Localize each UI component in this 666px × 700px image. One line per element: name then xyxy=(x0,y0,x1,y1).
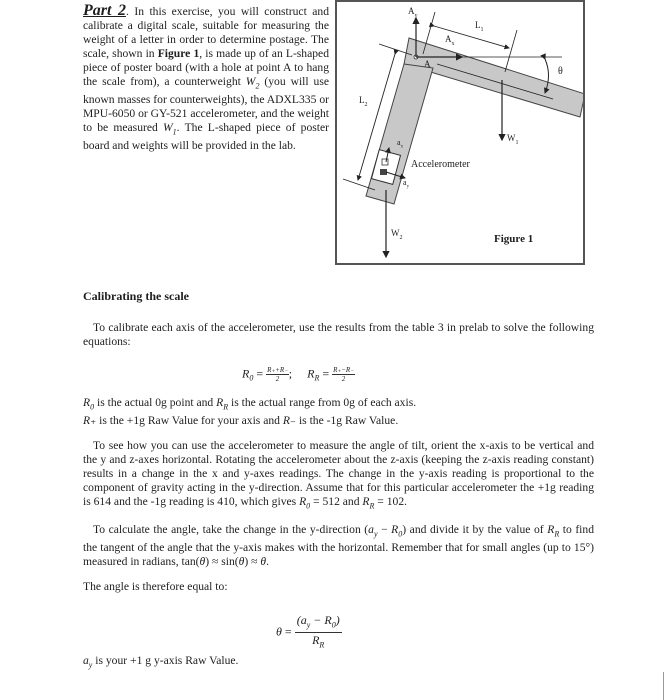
intro-text: . In this exercise, you will construct and calibrate a digital scale, suitable for measuring the weight of a letter in order to determine postage. The scale, shown in xyxy=(83,5,329,60)
intro-text: (you will use known masses for counterweights), the ADXL335 or MPU-6050 or GY-521 accelerometer, and the weight to be measured xyxy=(83,74,330,134)
part-label: Part 2 xyxy=(83,2,126,19)
angle-calc-paragraph: To calculate the angle, take the change in the y-direction $(a_y - R_0)$ and divide it by the value of $R_R$ to find the tangent of the angle that the y-axis makes with the horizontal. Remember that for small angles (up to 15°) measured in radians, tan(θ) ≈ sin(θ) ≈ θ. xyxy=(83,523,594,569)
intro-text: . The L-shaped piece of poster board and weights will be provided in the lab. xyxy=(83,120,329,152)
theta-equation: θ = $\frac{(a_y - R_0)}{R_R}$ xyxy=(276,613,342,653)
definitions xyxy=(83,396,603,428)
intro-text: , is made up of an L-shaped piece of poster board (with a hole at point A to hang the scale from), a counterweight xyxy=(83,46,329,88)
calibration-equations: $R_0$ = $\frac{R_++R_-}{2}$ ; $R_R$ = $\frac{R_+-R_-}{2}$ xyxy=(242,366,354,383)
label-w2: $W_2$ xyxy=(391,228,403,241)
section-title: Calibrating the scale xyxy=(83,289,189,303)
label-w1: $W_1$ xyxy=(507,133,519,146)
label-l2: $L_2$ xyxy=(359,95,368,108)
figure-1 xyxy=(335,0,585,265)
board-arm-vertical xyxy=(366,64,433,204)
theta-fraction: $\frac{(a_y - R_0)}{R_R}$ xyxy=(296,613,340,650)
label-point-a: A xyxy=(424,59,431,69)
figure-reference: Figure 1 xyxy=(157,46,200,60)
label-ay-accel: $a_y$ xyxy=(403,178,410,190)
label-l1: $L_1$ xyxy=(475,20,484,33)
rr-fraction: $\frac{R_+-R_-}{2}$ xyxy=(333,366,354,383)
r0-fraction: $\frac{R_++R_-}{2}$ xyxy=(267,366,288,383)
ay-definition: $a_y$ is your +1 g y-axis Raw Value. xyxy=(83,654,239,670)
figure-caption: Figure 1 xyxy=(494,233,534,245)
w2-symbol: $W_2$ xyxy=(245,74,260,90)
board-arm-horizontal xyxy=(404,38,583,117)
definition-line-2: R₊ is the +1g Raw Value for your axis and R₋ is the -1g Raw Value. xyxy=(83,414,399,428)
intro-paragraph xyxy=(83,4,329,153)
label-theta: θ xyxy=(558,66,563,77)
definition-line-1: $R_0$ is the actual 0g point and $R_R$ is the actual range from 0g of each axis. xyxy=(83,396,417,412)
label-ax-accel: $a_x$ xyxy=(397,138,404,150)
label-ax-force: $A_x$ xyxy=(445,34,455,47)
label-ay-force: $A_y$ xyxy=(408,6,418,19)
l-shaped-scale-diagram xyxy=(337,2,583,263)
w1-symbol: $W_1$ xyxy=(163,120,177,136)
text-cursor xyxy=(663,672,664,700)
calibration-paragraph: To calibrate each axis of the accelerometer, use the results from the table 3 in prelab to solve the following equations: xyxy=(83,321,594,348)
angle-statement: The angle is therefore equal to: xyxy=(83,580,228,593)
label-accelerometer: Accelerometer xyxy=(411,159,470,170)
tilt-paragraph: To see how you can use the accelerometer to measure the angle of tilt, orient the x-axis to be vertical and the y and z-axes horizontal. Rotating the accelerometer about the z-axis (keeping the z-axis reading constant) results in a change in the x and y-axes readings. The change in the y-axis reading is proportional to the component of gravity acting in the y-direction. Assume that for this particular accelerometer the +1g reading is 614 and the -1g reading is 410, which gives $R_0 = 512$ and $R_R = 102$. xyxy=(83,439,594,510)
